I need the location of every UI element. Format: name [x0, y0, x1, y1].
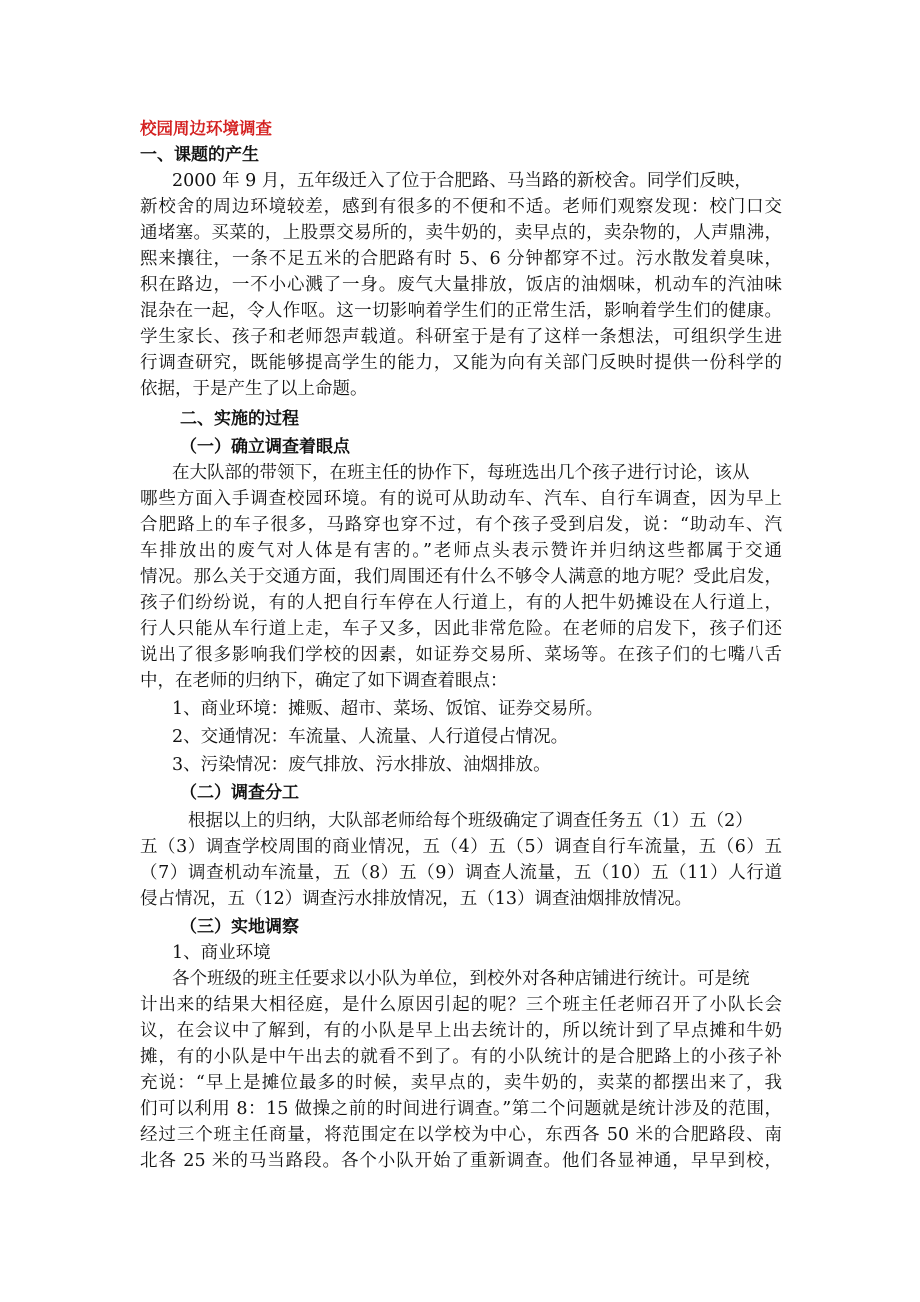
paragraph-line: 中，在老师的归纳下，确定了如下调查着眼点： [140, 671, 508, 691]
paragraph-line: 学生家长、孩子和老师怨声载道。科研室于是有了这样一条想法，可组织学生进 [140, 327, 782, 347]
paragraph-line: 在大队部的带领下，在班主任的协作下，每班选出几个孩子进行讨论，该从 [172, 463, 750, 483]
subsection-heading-2-3: （三）实地调察 [180, 917, 299, 937]
paragraph-line: 经过三个班主任商量，将范围定在以学校为中心，东西各 50 米的合肥路段、南 [140, 1125, 782, 1145]
paragraph-line: （7）调查机动车流量，五（8）五（9）调查人流量，五（10）五（11）人行道 [140, 863, 782, 883]
paragraph-line: 摊，有的小队是中午出去的就看不到了。有的小队统计的是合肥路上的小孩子补 [140, 1047, 782, 1067]
paragraph-line: 哪些方面入手调查校园环境。有的说可从助动车、汽车、自行车调查，因为早上 [140, 489, 782, 509]
paragraph-line: 各个班级的班主任要求以小队为单位，到校外对各种店铺进行统计。可是统 [172, 969, 750, 989]
paragraph-line: 行人只能从车行道上走，车子又多，因此非常危险。在老师的启发下，孩子们还 [140, 619, 782, 639]
paragraph-line: 充说：“早上是摊位最多的时候，卖早点的，卖牛奶的，卖菜的都摆出来了，我 [140, 1073, 782, 1093]
paragraph-line: 计出来的结果大相径庭，是什么原因引起的呢？三个班主任老师召开了小队长会 [140, 995, 782, 1015]
paragraph-line: 混杂在一起，令人作呕。这一切影响着学生们的正常生活，影响着学生们的健康。 [140, 301, 782, 321]
section-heading-2: 二、实施的过程 [180, 409, 299, 429]
paragraph-line: 侵占情况，五（12）调查污水排放情况，五（13）调查油烟排放情况。 [140, 889, 693, 909]
paragraph-line: 通堵塞。买菜的，上股票交易所的，卖牛奶的，卖早点的，卖杂物的，人声鼎沸， [140, 223, 782, 243]
paragraph-line: 2000 年 9 月，五年级迁入了位于合肥路、马当路的新校舍。同学们反映， [172, 171, 752, 191]
paragraph-line: 依据，于是产生了以上命题。 [140, 379, 368, 399]
sub-item-heading: 1、商业环境 [172, 943, 271, 963]
paragraph-line: 情况。那么关于交通方面，我们周围还有什么不够令人满意的地方呢？受此启发， [140, 567, 782, 587]
paragraph-line: 新校舍的周边环境较差，感到有很多的不便和不适。老师们观察发现：校门口交 [140, 197, 782, 217]
paragraph-line: 积在路边，一不小心溅了一身。废气大量排放，饭店的油烟味，机动车的汽油味 [140, 275, 782, 295]
section-heading-1: 一、课题的产生 [140, 145, 259, 165]
paragraph-line: 合肥路上的车子很多，马路穿也穿不过，有个孩子受到启发，说：“助动车、汽 [140, 515, 782, 535]
list-item: 2、交通情况：车流量、人流量、人行道侵占情况。 [172, 727, 569, 747]
paragraph-line: 们可以利用 8：15 做操之前的时间进行调查。”第二个问题就是统计涉及的范围， [140, 1099, 782, 1119]
paragraph-line: 五（3）调查学校周围的商业情况，五（4）五（5）调查自行车流量，五（6）五 [140, 837, 782, 857]
list-item: 3、污染情况：废气排放、污水排放、油烟排放。 [172, 755, 551, 775]
document-title: 校园周边环境调查 [140, 119, 272, 138]
paragraph-line: 熙来攘往，一条不足五米的合肥路有时 5、6 分钟都穿不过。污水散发着臭味， [140, 249, 782, 269]
paragraph-line: 议，在会议中了解到，有的小队是早上出去统计的，所以统计到了早点摊和牛奶 [140, 1021, 782, 1041]
subsection-heading-2-2: （二）调查分工 [180, 783, 299, 803]
paragraph-line: 北各 25 米的马当路段。各个小队开始了重新调查。他们各显神通，早早到校， [140, 1151, 782, 1171]
paragraph-line: 行调查研究，既能够提高学生的能力，又能为向有关部门反映时提供一份科学的 [140, 353, 782, 373]
subsection-heading-2-1: （一）确立调查着眼点 [180, 437, 350, 457]
list-item: 1、商业环境：摊贩、超市、菜场、饭馆、证券交易所。 [172, 699, 604, 719]
paragraph-line: 说出了很多影响我们学校的因素，如证券交易所、菜场等。在孩子们的七嘴八舌 [140, 645, 782, 665]
paragraph-line: 车排放出的废气对人体是有害的。”老师点头表示赞许并归纳这些都属于交通 [140, 541, 782, 561]
paragraph-line: 孩子们纷纷说，有的人把自行车停在人行道上，有的人把牛奶摊设在人行道上， [140, 593, 782, 613]
paragraph-line: 根据以上的归纳，大队部老师给每个班级确定了调查任务五（1）五（2） [188, 811, 753, 831]
